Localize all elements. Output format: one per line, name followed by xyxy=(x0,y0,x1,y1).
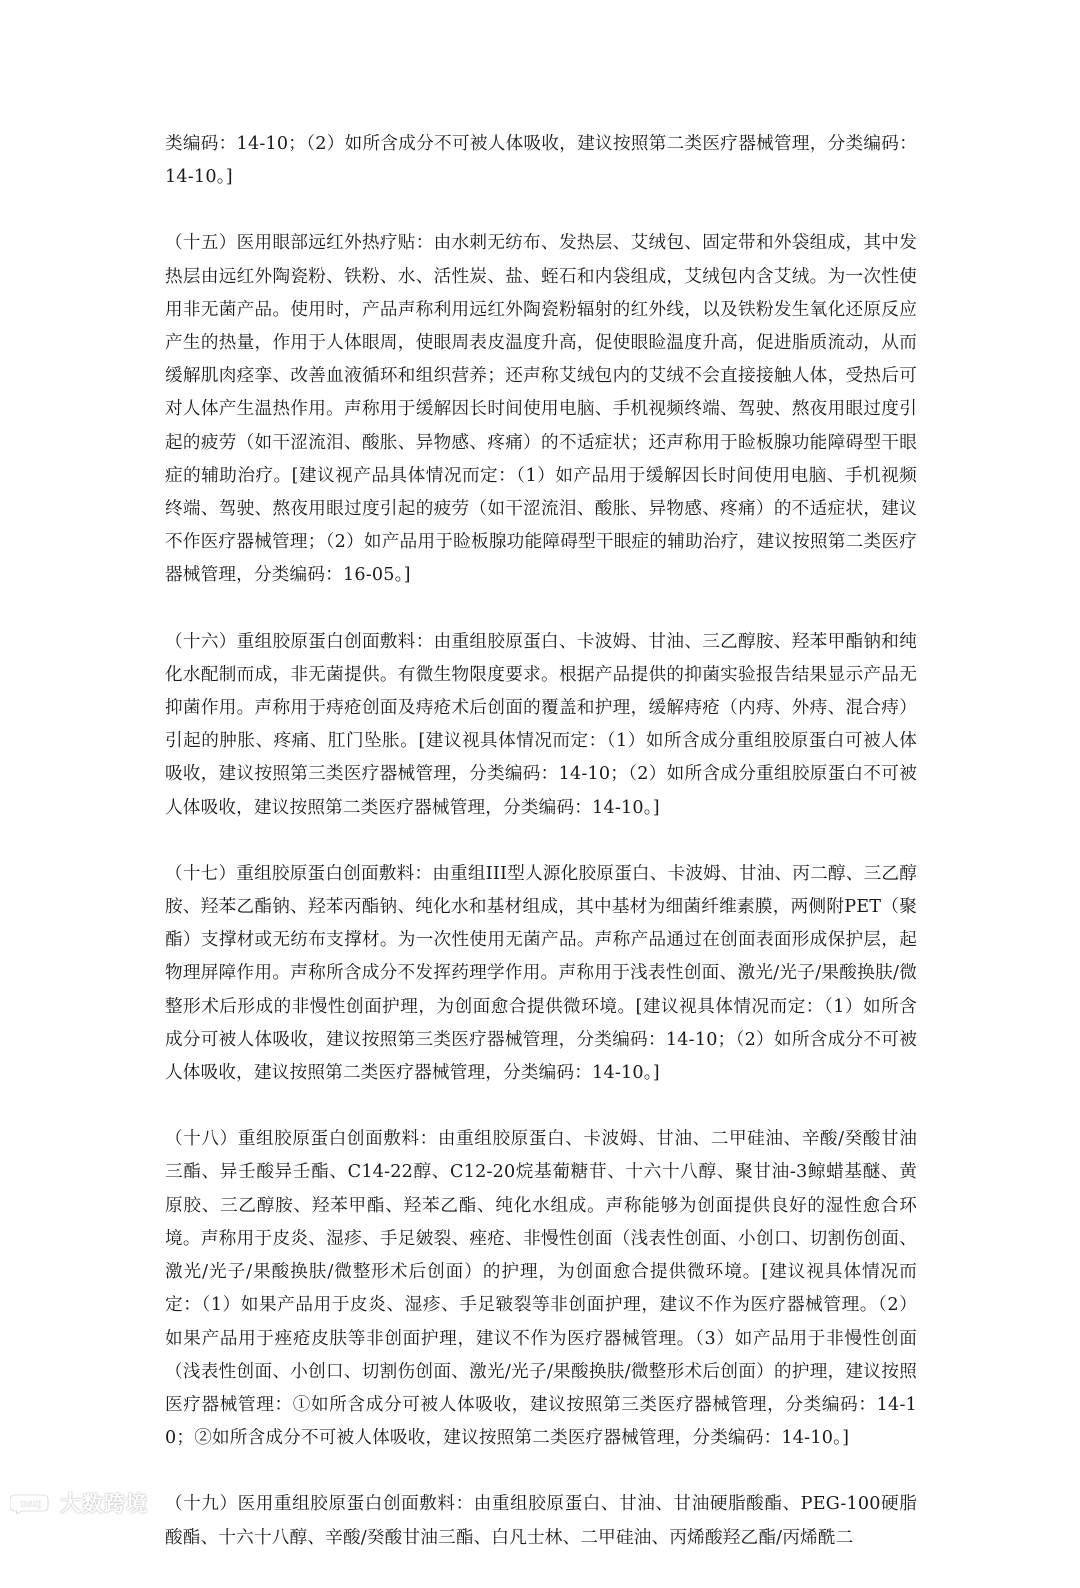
watermark-logo-text: DSKJ xyxy=(20,1500,42,1509)
paragraph-item-17: （十七）重组胶原蛋白创面敷料：由重组III型人源化胶原蛋白、卡波姆、甘油、丙二醇、三乙醇胺、羟苯乙酯钠、羟苯丙酯钠、纯化水和基材组成，其中基材为细菌纤维素膜，两侧附PET（聚酯）支撑材或无纺布支撑材。为一次性使用无菌产品。声称产品通过在创面表面形成保护层，起物理屏障作用。声称所含成分不发挥药理学作用。声称用于浅表性创面、激光/光子/果酸换肤/微整形术后形成的非慢性创面护理，为创面愈合提供微环境。[建议视具体情况而定：（1）如所含成分可被人体吸收，建议按照第三类医疗器械管理，分类编码：14-10；（2）如所含成分不可被人体吸收，建议按照第二类医疗器械管理，分类编码：14-10。] xyxy=(165,863,917,1084)
paragraph-item-15: （十五）医用眼部远红外热疗贴：由水刺无纺布、发热层、艾绒包、固定带和外袋组成，其中发热层由远红外陶瓷粉、铁粉、水、活性炭、盐、蛭石和内袋组成，艾绒包内含艾绒。为一次性使用非无菌产品。使用时，产品声称利用远红外陶瓷粉辐射的红外线，以及铁粉发生氧化还原反应产生的热量，作用于人体眼周，使眼周表皮温度升高，促使眼睑温度升高，促进脂质流动，从而缓解肌肉痉挛、改善血液循环和组织营养；还声称艾绒包内的艾绒不会直接接触人体，受热后可对人体产生温热作用。声称用于缓解因长时间使用电脑、手机视频终端、驾驶、熬夜用眼过度引起的疲劳（如干涩流泪、酸胀、异物感、疼痛）的不适症状；还声称用于睑板腺功能障碍型干眼症的辅助治疗。[建议视产品具体情况而定：（1）如产品用于缓解因长时间使用电脑、手机视频终端、驾驶、熬夜用眼过度引起的疲劳（如干涩流泪、酸胀、异物感、疼痛）的不适症状，建议不作医疗器械管理；（2）如产品用于睑板腺功能障碍型干眼症的辅助治疗，建议按照第二类医疗器械管理，分类编码：16-05。] xyxy=(165,233,917,586)
paragraph-item-19: （十九）医用重组胶原蛋白创面敷料：由重组胶原蛋白、甘油、甘油硬脂酸酯、PEG-100硬脂酸酯、十六十八醇、辛酸/癸酸甘油三酯、白凡士林、二甲硅油、丙烯酸羟乙酯/丙烯酰二 xyxy=(165,1494,917,1548)
paragraph-item-16: （十六）重组胶原蛋白创面敷料：由重组胶原蛋白、卡波姆、甘油、三乙醇胺、羟苯甲酯钠和纯化水配制而成，非无菌提供。有微生物限度要求。根据产品提供的抑菌实验报告结果显示产品无抑菌作用。声称用于痔疮创面及痔疮术后创面的覆盖和护理，缓解痔疮（内痔、外痔、混合痔）引起的肿胀、疼痛、肛门坠胀。[建议视具体情况而定：（1）如所含成分重组胶原蛋白可被人体吸收，建议按照第三类医疗器械管理，分类编码：14-10；（2）如所含成分重组胶原蛋白不可被人体吸收，建议按照第二类医疗器械管理，分类编码：14-10。] xyxy=(165,631,917,818)
watermark-text: 大数跨境 xyxy=(60,1492,148,1516)
paragraph-continuation: 类编码：14-10；（2）如所含成分不可被人体吸收，建议按照第二类医疗器械管理，分类编码：14-10。] xyxy=(165,134,917,188)
paragraph-item-18: （十八）重组胶原蛋白创面敷料：由重组胶原蛋白、卡波姆、甘油、二甲硅油、辛酸/癸酸甘油三酯、异壬酸异壬酯、C14-22醇、C12-20烷基葡糖苷、十六十八醇、聚甘油-3鲸蜡基醚、黄原胶、三乙醇胺、羟苯甲酯、羟苯乙酯、纯化水组成。声称能够为创面提供良好的湿性愈合环境。声称用于皮炎、湿疹、手足皴裂、痤疮、非慢性创面（浅表性创面、小创口、切割伤创面、激光/光子/果酸换肤/微整形术后创面）的护理，为创面愈合提供微环境。[建议视具体情况而定：（1）如果产品用于皮炎、湿疹、手足皲裂等非创面护理，建议不作为医疗器械管理。（2）如果产品用于痤疮皮肤等非创面护理，建议不作为医疗器械管理。（3）如产品用于非慢性创面（浅表性创面、小创口、切割伤创面、激光/光子/果酸换肤/微整形术后创面）的护理，建议按照医疗器械管理：①如所含成分可被人体吸收，建议按照第三类医疗器械管理，分类编码：14-10；②如所含成分不可被人体吸收，建议按照第二类医疗器械管理，分类编码：14-10。] xyxy=(165,1129,917,1449)
watermark xyxy=(10,1488,148,1518)
document-page xyxy=(165,128,917,1588)
chat-bubble-logo-icon xyxy=(10,1492,54,1514)
